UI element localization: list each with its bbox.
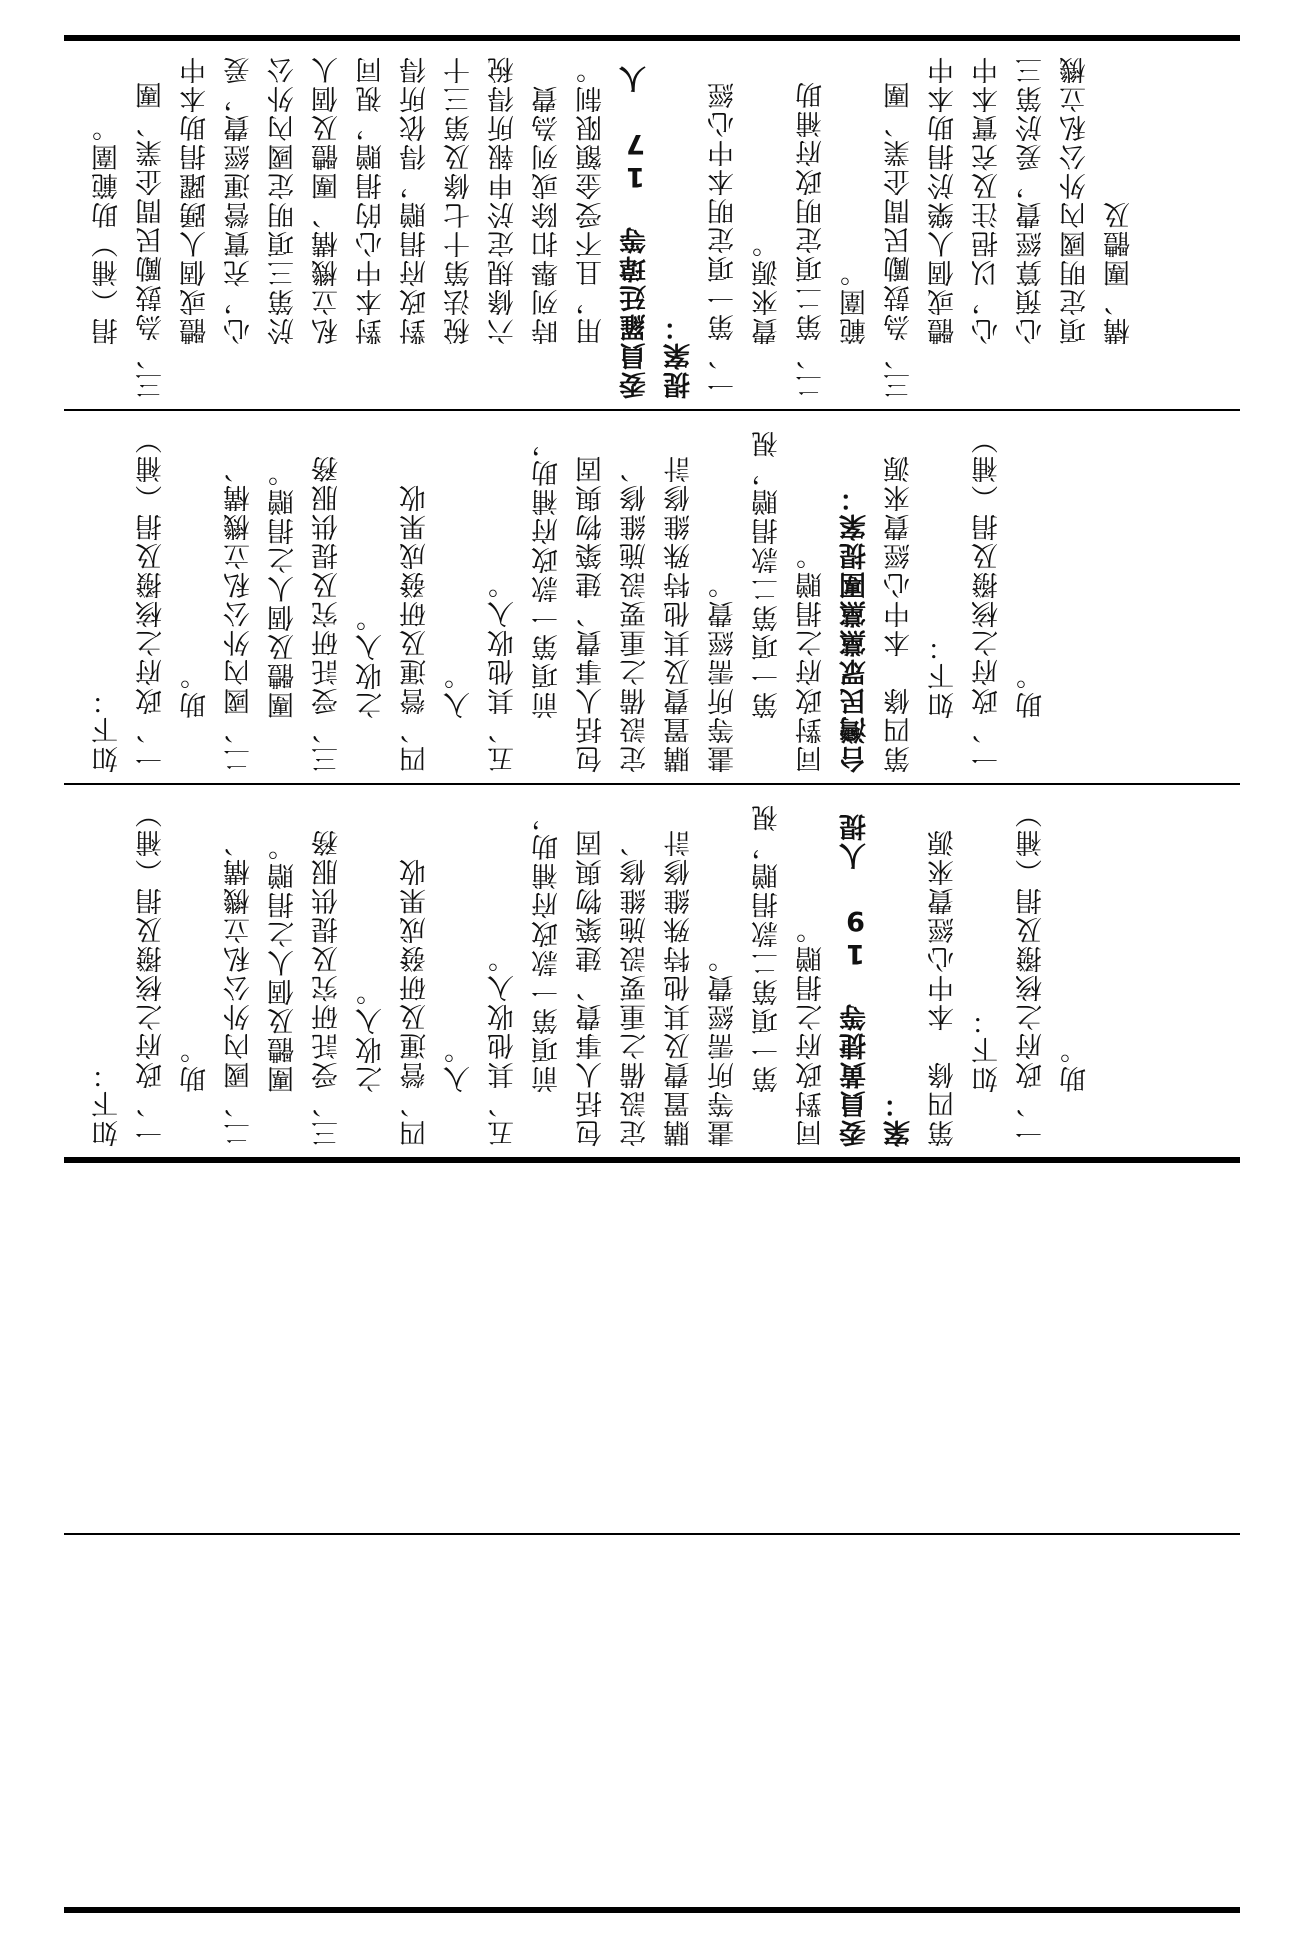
panel-2-text [64, 415, 1240, 787]
text-line: 第一項第二款捐贈，視同對政府之捐贈。 [752, 429, 827, 773]
text-line: 四、營運及研發成果收入。 [400, 857, 475, 1147]
text-line: 第四條 本中心經費來源如下： [928, 828, 1003, 1147]
text-line: 一、政府之核撥及捐（補）助。 [1016, 812, 1091, 1147]
text-line: 如下： [92, 1060, 123, 1147]
text-line: 如下： [92, 686, 123, 773]
text-line: 三、受託研究及提供服務之收入。 [312, 828, 387, 1147]
panel-1-text [64, 41, 1240, 413]
panel-3 [64, 789, 1240, 1161]
text-line: 第一項第二款捐贈，視同對政府之捐贈。 [752, 803, 827, 1147]
panel-1 [64, 41, 1240, 413]
text-line: 三、為鼓勵民間企業、團體或個人樂於捐助本中心，以挹注及充實本中心預算經費，爰於第三項定明國內外公私立機構、團體及 [884, 55, 1135, 399]
text-line: 三、受託研究及提供服務之收入。 [312, 454, 387, 773]
text-line: 前項第一款政府補助，包括人事費、建築物與固定設備之重要設施維修、購置費及其他特殊維修計畫等所需經費。 [532, 429, 739, 773]
text-line: 二、第二項定明政府補助範圍。 [796, 80, 871, 399]
panel-3-text [64, 789, 1240, 1161]
text-line: 台灣民眾黨黨團提案： [840, 483, 871, 773]
text-line: 三、為鼓勵民間企業、團體或個人踴躍捐助本中心，充實營運經費，爰於第三項明定國內外公私立機構、團體及個人對本中心的捐贈，視同對政府捐贈，得依所得稅法第十七條及第三十六條規定於申報所得稅時列舉扣除或列為費用，且不受金額限制。 [136, 55, 607, 399]
text-line: 五、其他收入。 [488, 944, 519, 1147]
text-line: 一、政府之核撥及捐（補）助。 [136, 438, 211, 773]
text-line: 委員黃捷等 19 人提案： [840, 812, 915, 1147]
text-line: 四、營運及研發成果收入。 [400, 483, 475, 773]
text-line: 二、國內外公私立機構、團體及個人之捐贈。 [224, 454, 299, 773]
text-line: 一、政府之核撥及捐（補）助。 [972, 438, 1047, 773]
text-region [64, 41, 1240, 1157]
text-line: 五、其他收入。 [488, 570, 519, 773]
text-line: 一、政府之核撥及捐（補）助。 [136, 812, 211, 1147]
empty-panel-4 [64, 1159, 1240, 1533]
text-line: 委員羅廷瑋等 17 人提案： [620, 64, 695, 399]
empty-panel-5 [64, 1535, 1240, 1907]
text-line: 一、第一項定明本中心經費來源。 [708, 80, 783, 399]
panel-2 [64, 415, 1240, 787]
text-line: 前項第一款政府補助，包括人事費、建築物與固定設備之重要設施維修、購置費及其他特殊維修計畫等所需經費。 [532, 803, 739, 1147]
bottom-rule [64, 1907, 1240, 1913]
text-line: 二、國內外公私立機構、團體及個人之捐贈。 [224, 828, 299, 1147]
text-line: 捐（補）助範圍。 [92, 113, 123, 345]
text-line: 第四條 本中心經費來源如下： [884, 454, 959, 773]
